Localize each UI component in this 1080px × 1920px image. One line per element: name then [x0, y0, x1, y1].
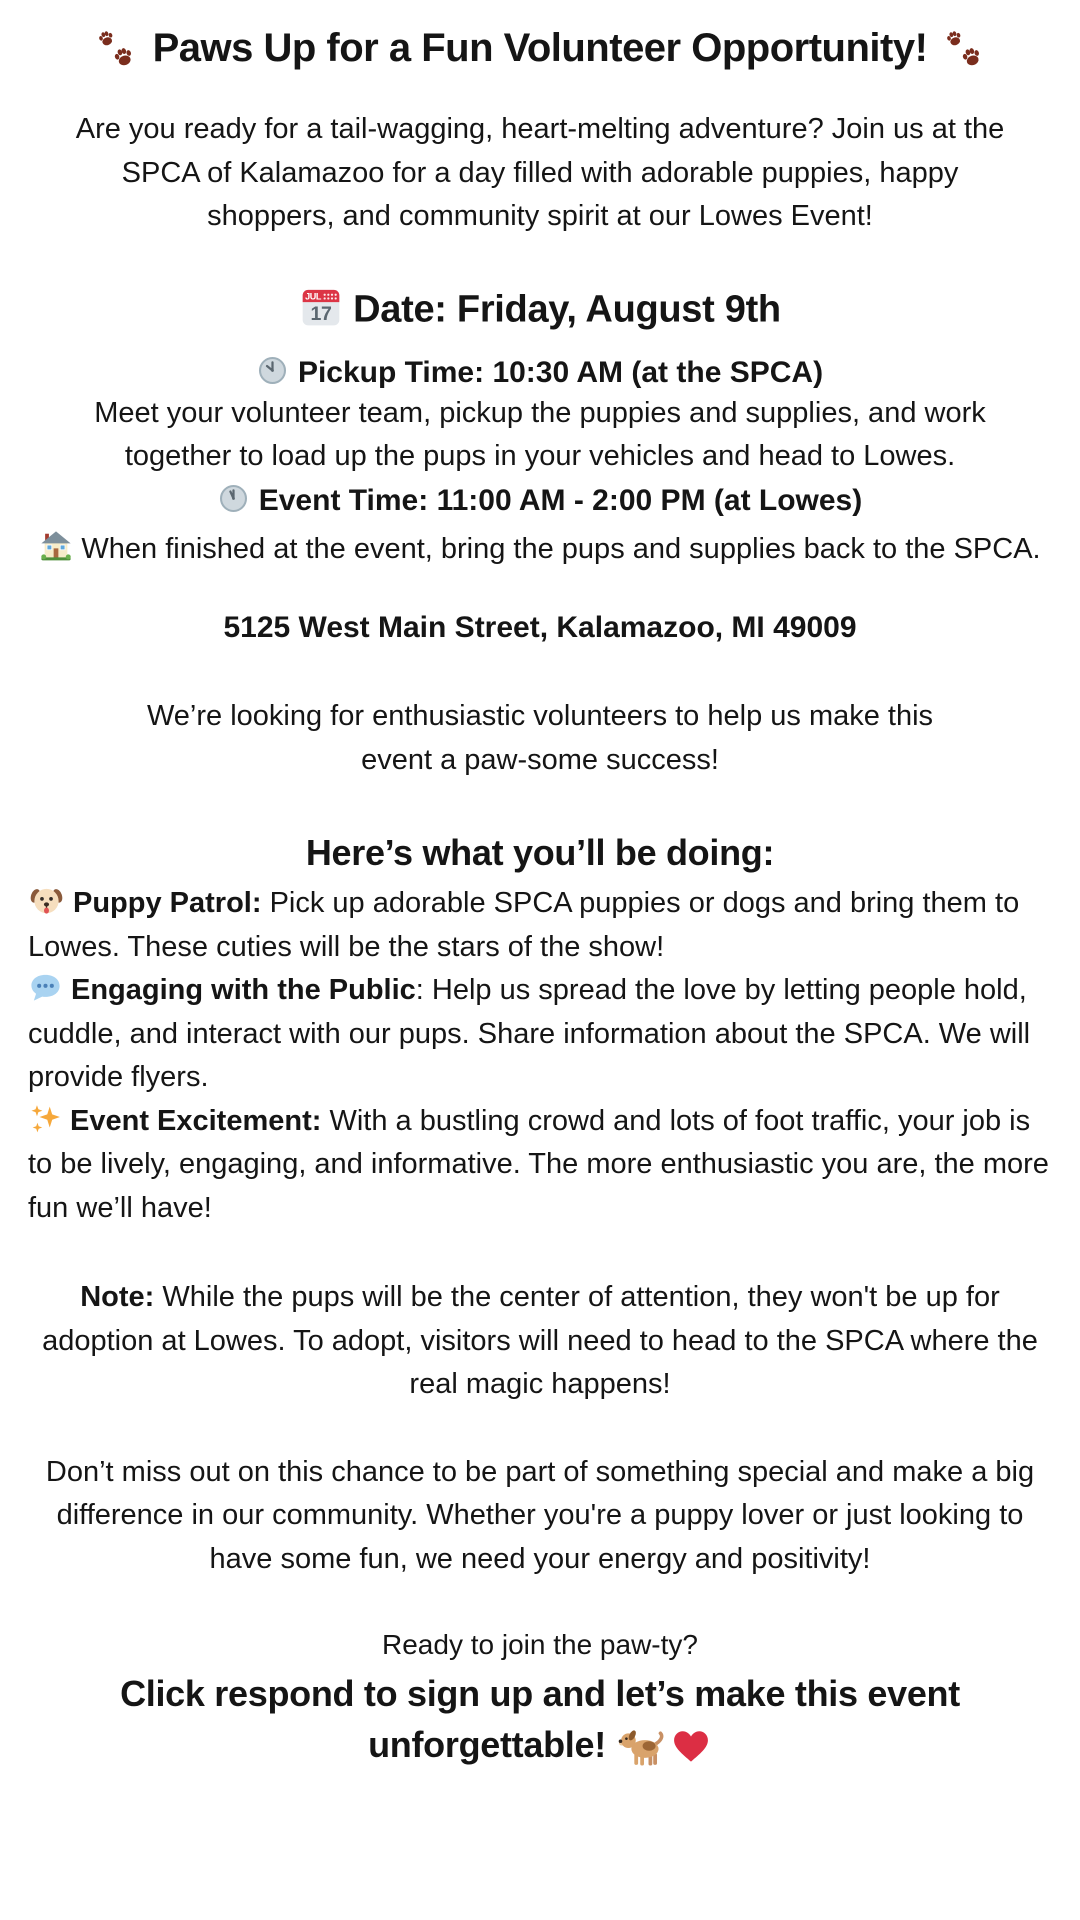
note-text: While the pups will be the center of attention, they won't be up for adoption at Lowes. To adopt, visitors will need to head to the SPCA where the real magic happens! [42, 1281, 1038, 1401]
event-time-text: Event Time: 11:00 AM - 2:00 PM (at Lowes) [258, 483, 863, 517]
volunteer-call-paragraph: We’re looking for enthusiastic volunteers to help us make this event a paw-some success! [146, 700, 934, 776]
cta-text: Click respond to sign up and let’s make this event unforgettable! [120, 1673, 960, 1766]
duty-text: With a bustling crowd and lots of foot traffic, your job is to be lively, engaging, and informative. The more enthusiastic you are, the more fun we’ll have! [28, 1104, 1049, 1224]
duty-item-puppy-patrol [28, 882, 1052, 969]
address: 5125 West Main Street, Kalamazoo, MI 49009 [223, 611, 857, 644]
note-paragraph [26, 1276, 1054, 1407]
paw-prints-icon [941, 25, 987, 71]
house-icon [39, 529, 73, 563]
pickup-detail-paragraph: Meet your volunteer team, pickup the puppies and supplies, and work together to load up the pups in your vehicles and head to Lowes. [94, 396, 986, 472]
cta-line [30, 1668, 1050, 1770]
cta-question: Ready to join the paw-ty? [382, 1629, 698, 1661]
red-heart-icon [670, 1726, 712, 1768]
return-detail-paragraph [30, 528, 1050, 572]
pickup-time-text: Pickup Time: 10:30 AM (at the SPCA) [297, 355, 824, 389]
closing-paragraph: Don’t miss out on this chance to be part of something special and make a big difference in our community. Whether you're a puppy lover or just looking to have some fun, we need your energy and positivity! [45, 1455, 1035, 1575]
speech-balloon-icon [28, 970, 63, 1005]
duty-label: Puppy Patrol: [73, 887, 262, 920]
duty-text: Pick up adorable SPCA puppies or dogs and bring them to Lowes. These cuties will be the stars of the show! [28, 887, 1020, 963]
paw-prints-icon [93, 25, 139, 71]
duty-label: Engaging with the Public [71, 974, 416, 1007]
dog-icon [616, 1724, 668, 1768]
date-heading [0, 285, 1080, 333]
page-title [0, 24, 1080, 72]
note-label: Note: [80, 1281, 155, 1314]
title-text: Paws Up for a Fun Volunteer Opportunity! [152, 26, 928, 70]
event-time-line [0, 481, 1080, 520]
duty-item-engaging-public [28, 969, 1052, 1100]
calendar-month-label: JUL [305, 290, 322, 301]
date-text: Date: Friday, August 9th [353, 287, 781, 330]
sparkles-icon [28, 1101, 62, 1135]
return-detail-text: When finished at the event, bring the pups and supplies back to the SPCA. [81, 532, 1041, 565]
intro-paragraph: Are you ready for a tail-wagging, heart-melting adventure? Join us at the SPCA of Kalamazoo for a day filled with adorable puppies, happy shoppers, and community spirit at our Lowes Event! [75, 113, 1005, 232]
duties-heading: Here’s what you’ll be doing: [305, 832, 775, 873]
clock-eleven-icon [218, 483, 249, 514]
pickup-time-line [0, 353, 1080, 392]
dog-face-icon [28, 882, 65, 919]
duty-item-event-excitement [28, 1100, 1052, 1231]
duties-list [28, 882, 1052, 1230]
duty-label: Event Excitement: [70, 1104, 322, 1137]
calendar-day-label: 17 [310, 302, 332, 325]
duty-text: : Help us spread the love by letting people hold, cuddle, and interact with our pups. Share information about the SPCA. We will provide flyers. [28, 974, 1031, 1094]
clock-ten-icon [257, 355, 288, 386]
calendar-icon [299, 285, 343, 329]
